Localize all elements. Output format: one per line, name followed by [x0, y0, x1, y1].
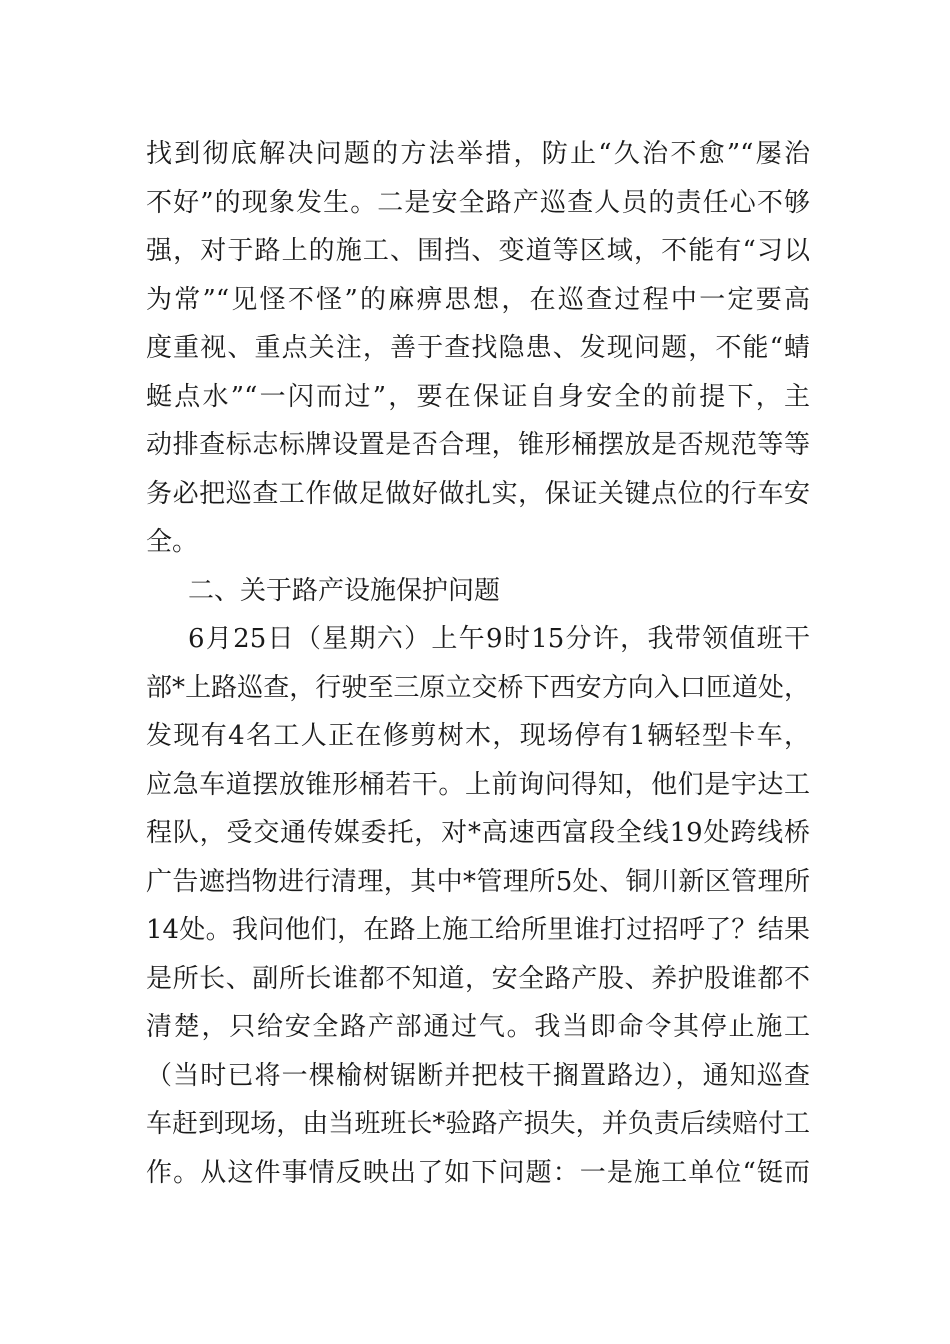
text-line: 作。从这件事情反映出了如下问题：一是施工单位“铤而	[146, 1157, 810, 1188]
section-heading: 二、关于路产设施保护问题	[188, 575, 501, 606]
text-line: 广告遮挡物进行清理，其中*管理所5处、铜川新区管理所	[146, 866, 810, 897]
text-line: 强，对于路上的施工、围挡、变道等区域，不能有“习以	[146, 236, 810, 266]
text-line: 全。	[146, 527, 199, 557]
text-line: 14处。我问他们，在路上施工给所里谁打过招呼了？结果	[146, 915, 810, 945]
text-line: 为常”“见怪不怪”的麻痹思想，在巡查过程中一定要高	[146, 284, 810, 315]
text-line: 是所长、副所长谁都不知道，安全路产股、养护股谁都不	[146, 963, 810, 994]
paragraph-incident	[146, 615, 810, 1197]
text-line: 部*上路巡查，行驶至三原立交桥下西安方向入口匝道处，	[146, 672, 810, 703]
document-body	[146, 130, 810, 1197]
text-line: 发现有4名工人正在修剪树木，现场停有1辆轻型卡车，	[146, 721, 810, 751]
text-line: （当时已将一棵榆树锯断并把枝干搁置路边），通知巡查	[146, 1060, 810, 1091]
text-line: 蜓点水”“一闪而过”，要在保证自身安全的前提下，主	[146, 381, 810, 412]
text-line: 度重视、重点关注，善于查找隐患、发现问题，不能“蜻	[146, 333, 810, 363]
text-line: 程队，受交通传媒委托，对*高速西富段全线19处跨线桥	[146, 818, 810, 848]
text-line: 找到彻底解决问题的方法举措，防止“久治不愈”“屡治	[146, 139, 810, 169]
text-line: 清楚，只给安全路产部通过气。我当即命令其停止施工	[146, 1012, 810, 1042]
text-line: 6月25日（星期六）上午9时15分许，我带领值班干	[188, 624, 810, 654]
text-line: 不好”的现象发生。二是安全路产巡查人员的责任心不够	[146, 187, 810, 218]
text-line: 动排查标志标牌设置是否合理，锥形桶摆放是否规范等等	[146, 430, 810, 460]
text-line: 务必把巡查工作做足做好做扎实，保证关键点位的行车安	[146, 478, 810, 509]
text-line: 应急车道摆放锥形桶若干。上前询问得知，他们是宇达工	[146, 769, 810, 800]
text-line: 车赶到现场，由当班班长*验路产损失，并负责后续赔付工	[146, 1109, 810, 1139]
paragraph-continued	[146, 130, 810, 567]
